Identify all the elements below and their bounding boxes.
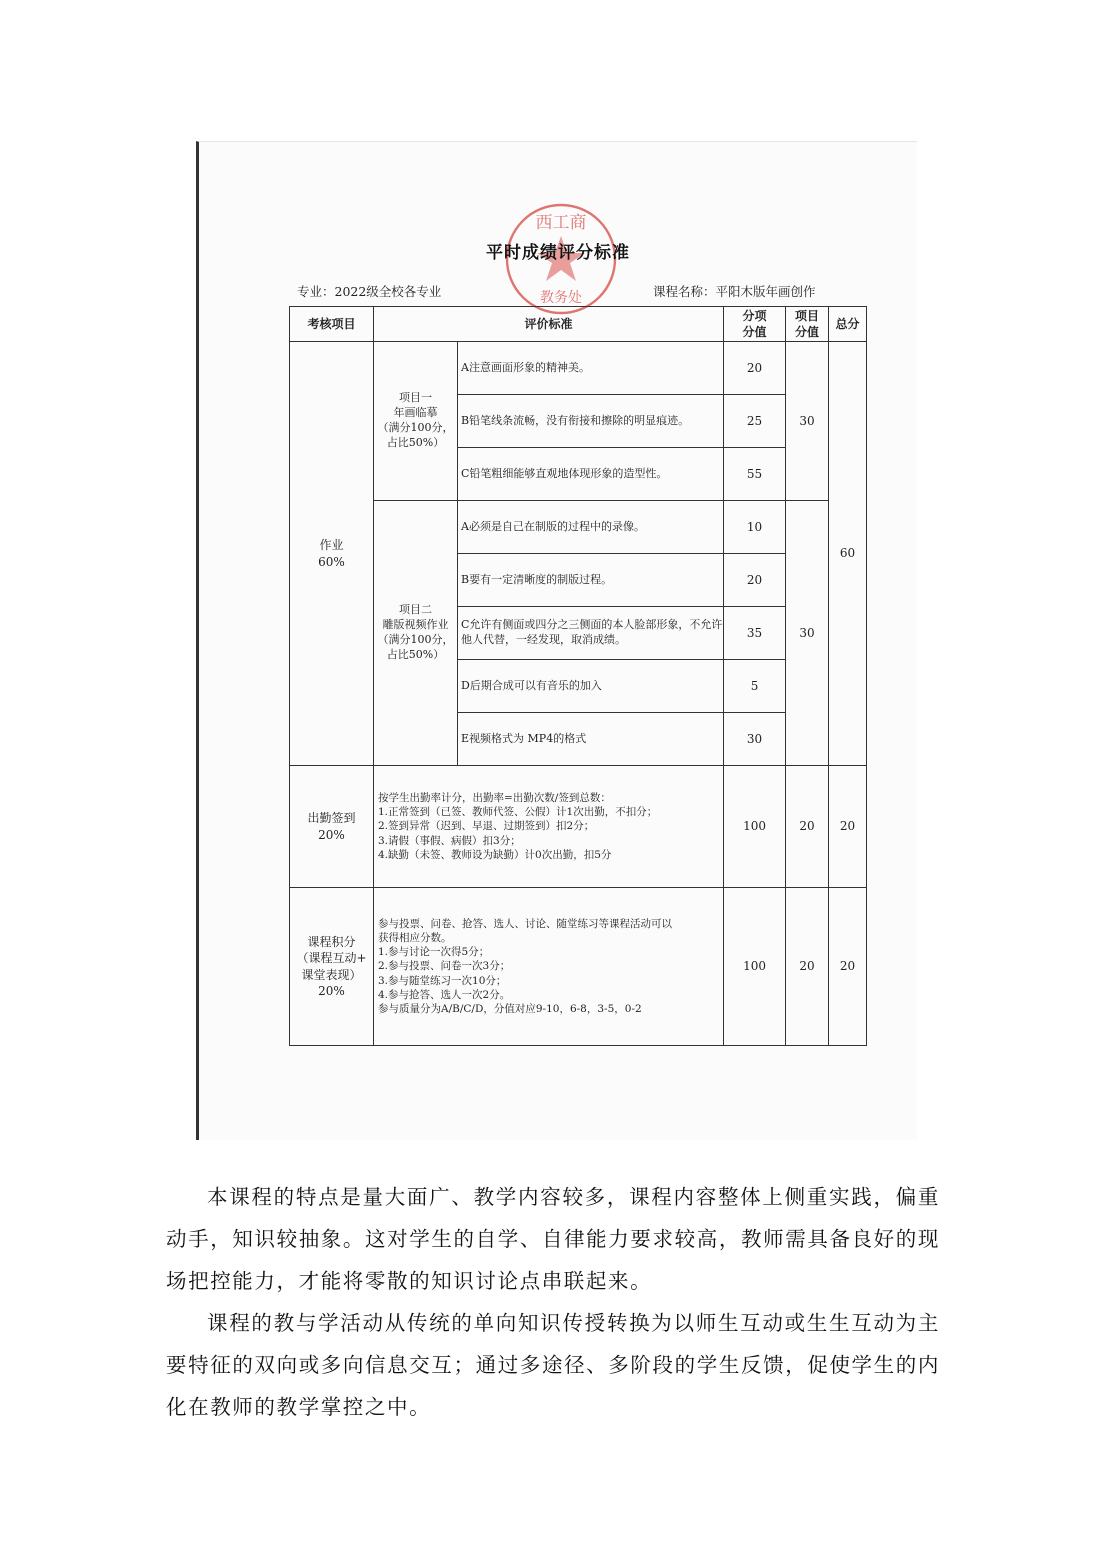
- table-row: [290, 888, 867, 1046]
- sub-score-cell: 20: [724, 342, 786, 395]
- criteria-cell: D后期合成可以有音乐的加入: [458, 660, 724, 713]
- sub-score-cell: 10: [724, 501, 786, 554]
- criteria-cell: E视频格式为 MP4的格式: [458, 713, 724, 766]
- category-homework: 作业 60%: [290, 342, 374, 766]
- homework-total: 60: [829, 342, 867, 766]
- attendance-total: 20: [829, 766, 867, 888]
- course-points-total: 20: [829, 888, 867, 1046]
- seal-top-text: 西工商: [535, 213, 587, 233]
- body-paragraph-2: 课程的教与学活动从传统的单向知识传授转换为以师生互动或生生互动为主要特征的双向或多向信息交互；通过多途径、多阶段的学生反馈，促使学生的内化在教师的教学掌控之中。: [166, 1311, 940, 1419]
- sub-score-cell: 55: [724, 448, 786, 501]
- criteria-cell: C铅笔粗细能够直观地体现形象的造型性。: [458, 448, 724, 501]
- criteria-cell: A必须是自己在制版的过程中的录像。: [458, 501, 724, 554]
- course-points-project-score: 20: [786, 888, 829, 1046]
- course-points-criteria: 参与投票、问卷、抢答、选人、讨论、随堂练习等课程活动可以 获得相应分数。 1.参与讨论一次得5分； 2.参与投票、问卷一次3分； 3.参与随堂练习一次10分； 4.参与抢答、选人一次2分。 参与质量分为A/B/C/D，分值对应9-10，6-8，3-5，0-2: [374, 888, 724, 1046]
- sub-score-cell: 35: [724, 607, 786, 660]
- criteria-cell: B铅笔线条流畅，没有衔接和擦除的明显痕迹。: [458, 395, 724, 448]
- attendance-sub-score: 100: [724, 766, 786, 888]
- table-row: [290, 766, 867, 888]
- project-one-name: 项目一 年画临摹 （满分100分， 占比50%）: [374, 342, 458, 501]
- table-row: [290, 342, 867, 395]
- criteria-cell: B要有一定清晰度的制版过程。: [458, 554, 724, 607]
- attendance-criteria: 按学生出勤率计分，出勤率=出勤次数/签到总数： 1.正常签到（已签、教师代签、公假）计1次出勤，不扣分； 2.签到异常（迟到、早退、过期签到）扣2分； 3.请假（事假、病假）扣3分； 4.缺勤（未签、教师设为缺勤）计0次出勤，扣5分: [374, 766, 724, 888]
- sheet-title: 平时成绩评分标准: [486, 243, 630, 263]
- header-criteria: 评价标准: [374, 307, 724, 342]
- category-attendance: 出勤签到 20%: [290, 766, 374, 888]
- seal-bottom-text: 教务处: [540, 290, 582, 306]
- course-points-sub-score: 100: [724, 888, 786, 1046]
- header-total: 总分: [829, 307, 867, 342]
- project-two-score: 30: [786, 501, 829, 766]
- body-paragraph-1: 本课程的特点是量大面广、教学内容较多，课程内容整体上侧重实践，偏重动手，知识较抽象。这对学生的自学、自律能力要求较高，教师需具备良好的现场把控能力，才能将零散的知识讨论点串联起来。: [166, 1185, 940, 1293]
- sub-score-cell: 30: [724, 713, 786, 766]
- criteria-cell: A注意画面形象的精神美。: [458, 342, 724, 395]
- course-name-label: 课程名称：平阳木版年画创作: [653, 284, 816, 299]
- header-sub-score: 分项 分值: [724, 307, 786, 342]
- scanned-score-sheet: [196, 141, 917, 1140]
- table-row: [290, 501, 867, 554]
- sub-score-cell: 5: [724, 660, 786, 713]
- project-one-score: 30: [786, 342, 829, 501]
- attendance-project-score: 20: [786, 766, 829, 888]
- category-course-points: 课程积分 （课程互动+ 课堂表现） 20%: [290, 888, 374, 1046]
- header-project-score: 项目 分值: [786, 307, 829, 342]
- criteria-cell: C允许有侧面或四分之三侧面的本人脸部形象，不允许他人代替，一经发现，取消成绩。: [458, 607, 724, 660]
- sub-score-cell: 25: [724, 395, 786, 448]
- major-label: 专业：2022级全校各专业: [297, 284, 442, 299]
- score-criteria-table: [289, 306, 867, 1046]
- sub-score-cell: 20: [724, 554, 786, 607]
- header-item: 考核项目: [290, 307, 374, 342]
- project-two-name: 项目二 雕版视频作业 （满分100分， 占比50%）: [374, 501, 458, 766]
- table-header-row: [290, 307, 867, 342]
